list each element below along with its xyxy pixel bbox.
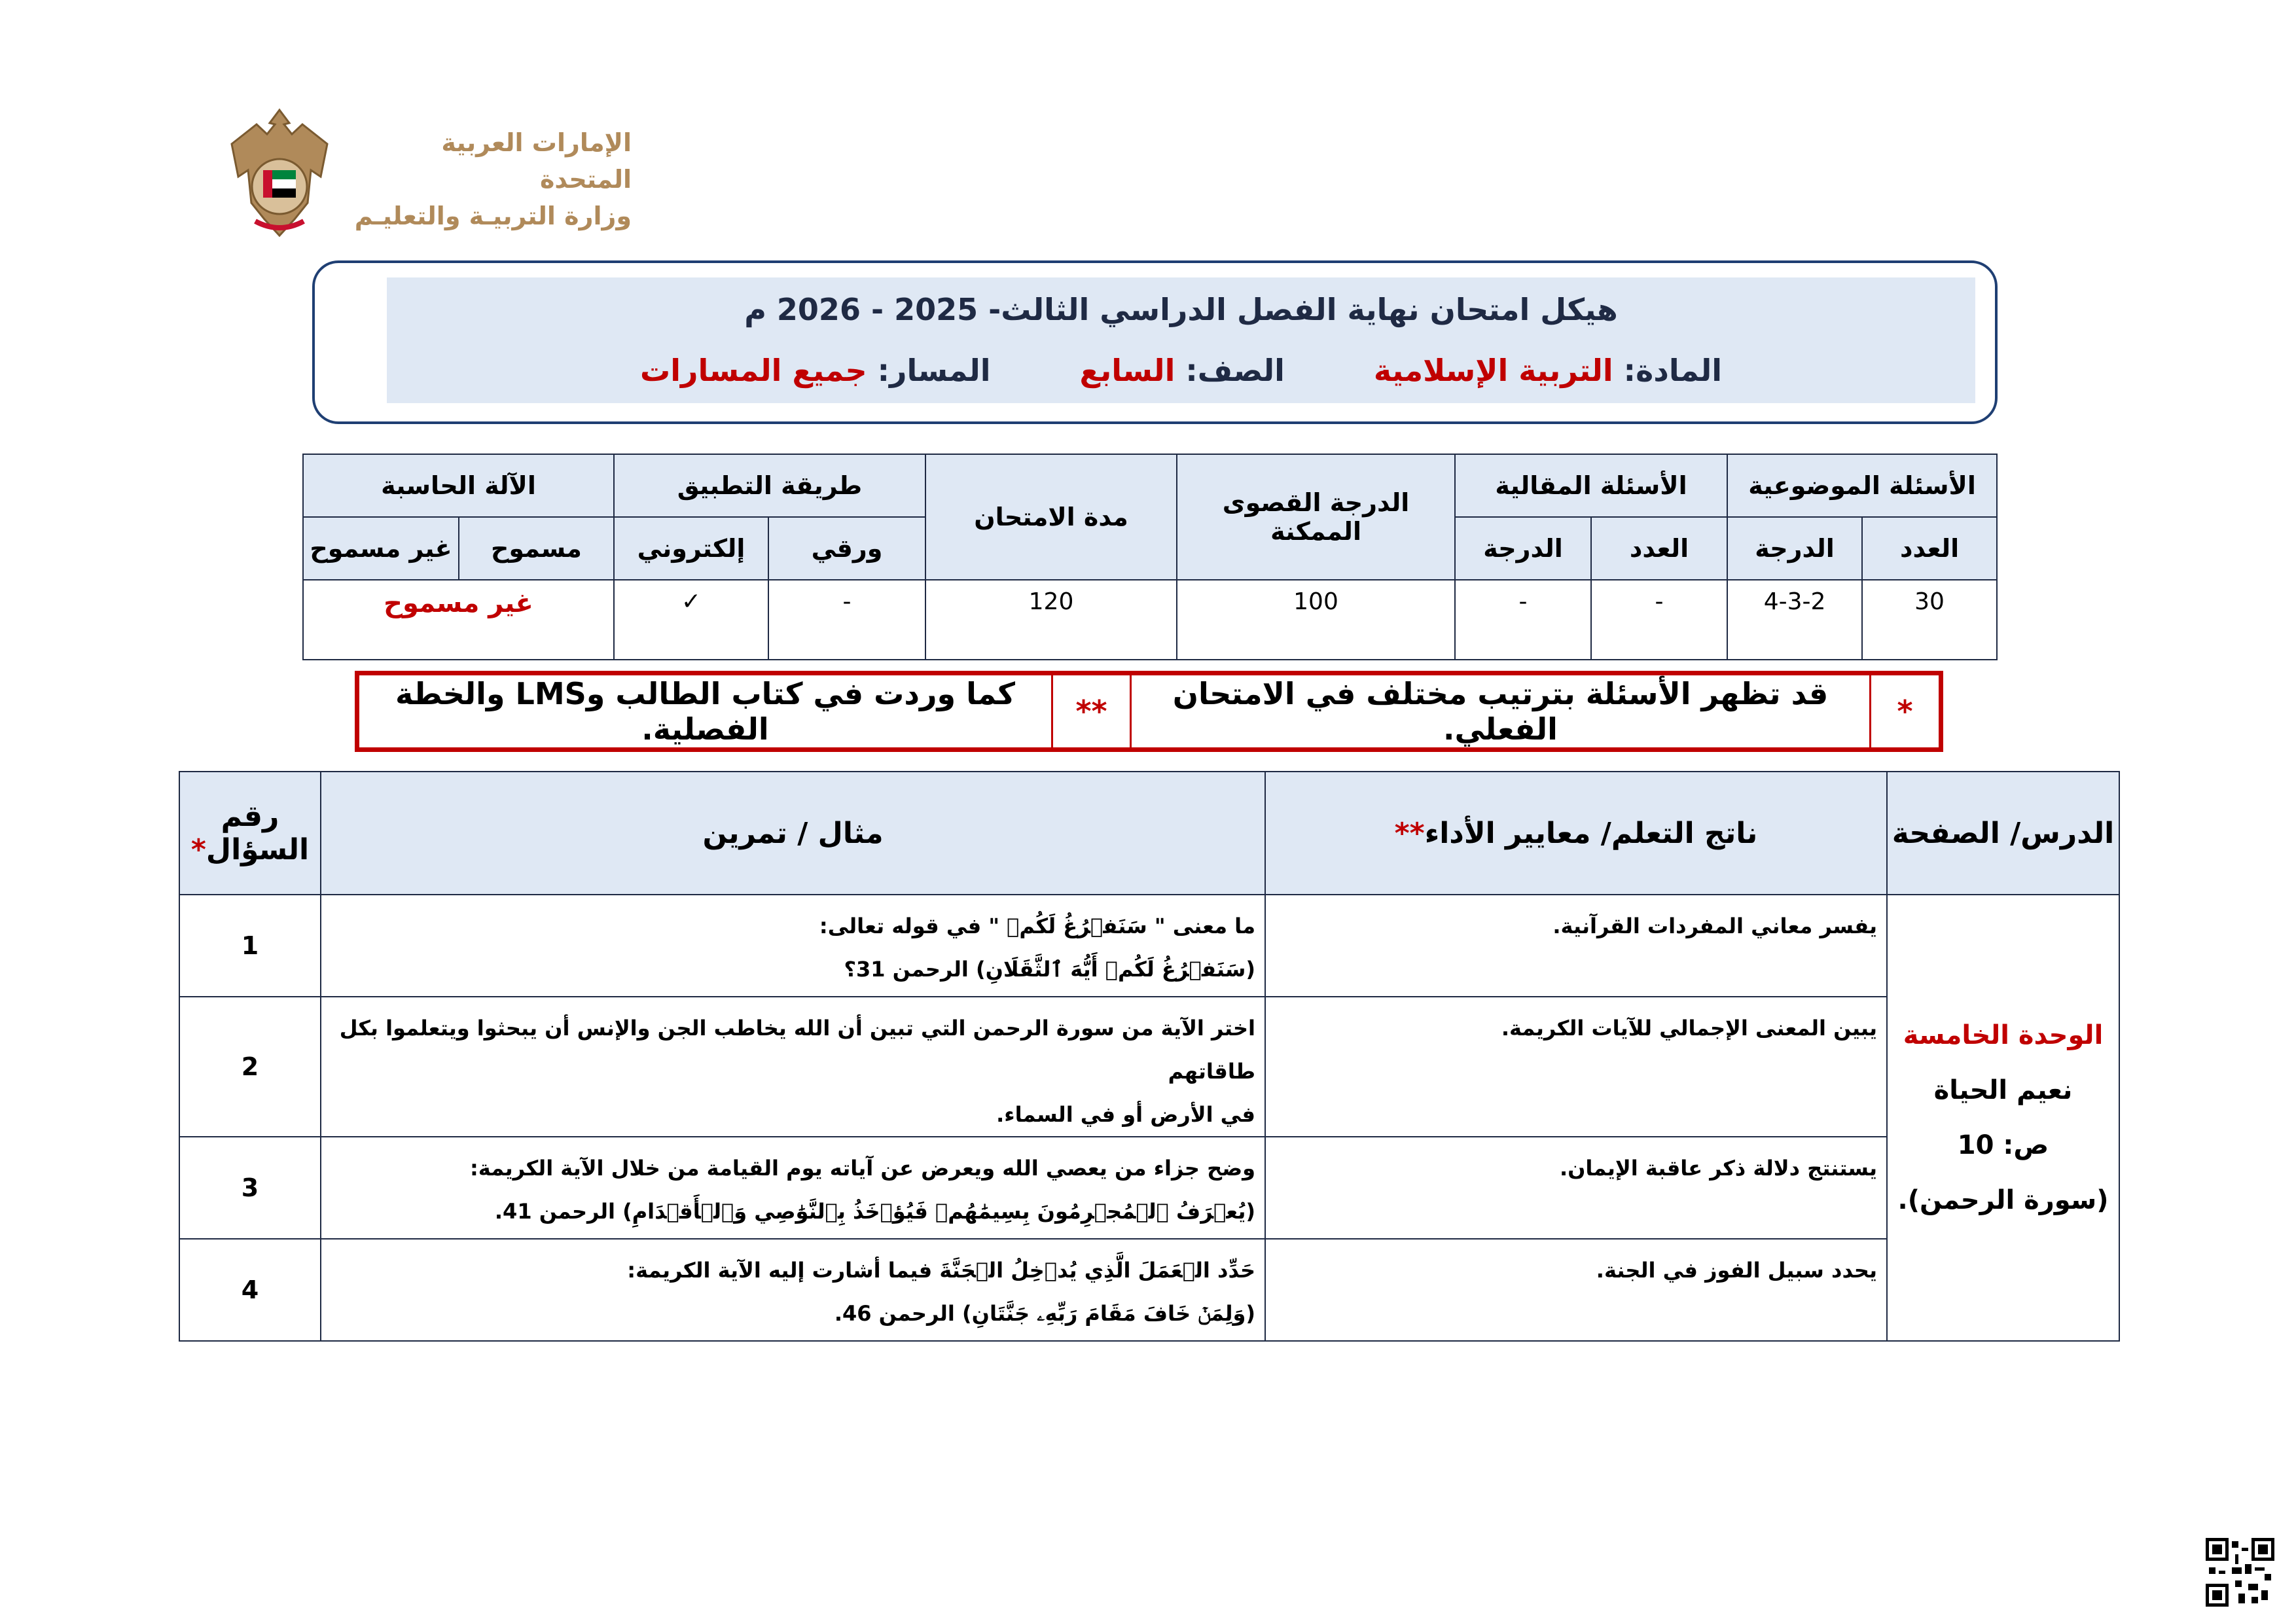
- example-header: مثال / تمرين: [321, 772, 1265, 895]
- calculator-header: الآلة الحاسبة: [303, 454, 614, 517]
- qr-code-icon: [2206, 1538, 2274, 1607]
- essay-score-value: -: [1455, 580, 1591, 660]
- table-row: [179, 1239, 2119, 1341]
- objective-score-header: الدرجة: [1727, 517, 1862, 580]
- example-cell: ما معنى " سَنَفۡرُغُ لَكُمۡ " في قوله تعالى: (سَنَفۡرُغُ لَكُمۡ أَيُّهَ ٱلثَّقَلَانِ) الرحمن 31؟: [321, 895, 1265, 997]
- duration-header: مدة الامتحان: [925, 454, 1177, 580]
- question-number-header: رقم السؤال*: [179, 772, 321, 895]
- paper-header: ورقي: [768, 517, 925, 580]
- note-text-2: كما وردت في كتاب الطالب وLMS والخطة الفصلية.: [357, 673, 1052, 750]
- example-cell: حَدِّد الۡعَمَلَ الَّذِي يُدۡخِلُ الۡجَنَّةَ فيما أشارت إليه الآية الكريمة: (وَلِمَنۡ خَافَ مَقَامَ رَبِّهِۦ جَنَّتَانِ) الرحمن 46.: [321, 1239, 1265, 1341]
- question-number: 1: [179, 895, 321, 997]
- table-row: [179, 997, 2119, 1137]
- objective-count-header: العدد: [1862, 517, 1997, 580]
- electronic-header: إلكتروني: [614, 517, 768, 580]
- exam-title-box: [312, 260, 1998, 424]
- allowed-header: مسموح: [459, 517, 614, 580]
- essay-questions-header: الأسئلة المقالية: [1455, 454, 1727, 517]
- lesson-page-header: الدرس/ الصفحة: [1887, 772, 2119, 895]
- outcome-header: ناتج التعلم/ معايير الأداء**: [1265, 772, 1887, 895]
- method-header: طريقة التطبيق: [614, 454, 925, 517]
- question-number: 3: [179, 1137, 321, 1239]
- outcome-cell: يبين المعنى الإجمالي للآيات الكريمة.: [1265, 997, 1887, 1137]
- ministry-name: الإمارات العربية المتحدة وزارة التربيـة والتعليـم: [354, 128, 632, 230]
- essay-count-value: -: [1591, 580, 1727, 660]
- objective-score-value: 4-3-2: [1727, 580, 1862, 660]
- objective-questions-header: الأسئلة الموضوعية: [1727, 454, 1997, 517]
- essay-count-header: العدد: [1591, 517, 1727, 580]
- exam-title: هيكل امتحان نهاية الفصل الدراسي الثالث- 2025 - 2026 م: [744, 292, 1618, 327]
- outcomes-table: [179, 771, 2120, 1342]
- note-star-1: *: [1871, 673, 1941, 750]
- outcome-cell: يحدد سبيل الفوز في الجنة.: [1265, 1239, 1887, 1341]
- electronic-value: ✓: [614, 580, 768, 660]
- example-cell: اختر الآية من سورة الرحمن التي تبين أن الله يخاطب الجن والإنس أن يبحثوا ويتعلموا بكل طاقاتهم في الأرض أو في السماء.: [321, 997, 1265, 1137]
- unit-cell: الوحدة الخامسة نعيم الحياة ص: 10 (سورة الرحمن).: [1887, 895, 2119, 1341]
- objective-count-value: 30: [1862, 580, 1997, 660]
- ministry-logo: [229, 105, 635, 242]
- notes-box: [355, 671, 1943, 752]
- table-row: [179, 895, 2119, 997]
- example-cell: وضح جزاء من يعصي الله ويعرض عن آياته يوم القيامة من خلال الآية الكريمة: (يُعۡرَفُ ٱلۡمُجۡرِمُونَ بِسِيمَٰهُمۡ فَيُؤۡخَذُ بِٱلنَّوَٰصِي وَٱلۡأَقۡدَامِ) الرحمن 41.: [321, 1137, 1265, 1239]
- question-number: 4: [179, 1239, 321, 1341]
- outcome-cell: يفسر معاني المفردات القرآنية.: [1265, 895, 1887, 997]
- table-row: [179, 1137, 2119, 1239]
- exam-meta: المادة: التربية الإسلامية الصف: السابع المسار: جميع المسارات: [640, 353, 1722, 388]
- max-score-header: الدرجة القصوى الممكنة: [1177, 454, 1455, 580]
- max-score-value: 100: [1177, 580, 1455, 660]
- question-number: 2: [179, 997, 321, 1137]
- exam-spec-table: [302, 454, 1998, 660]
- uae-eagle-emblem-icon: [229, 105, 331, 239]
- note-text-1: قد تظهر الأسئلة بترتيب مختلف في الامتحان الفعلي.: [1131, 673, 1871, 750]
- paper-value: -: [768, 580, 925, 660]
- not-allowed-header: غير مسموح: [303, 517, 459, 580]
- note-star-2: **: [1052, 673, 1131, 750]
- duration-value: 120: [925, 580, 1177, 660]
- essay-score-header: الدرجة: [1455, 517, 1591, 580]
- calculator-value: غير مسموح: [303, 580, 614, 660]
- outcome-cell: يستنتج دلالة ذكر عاقبة الإيمان.: [1265, 1137, 1887, 1239]
